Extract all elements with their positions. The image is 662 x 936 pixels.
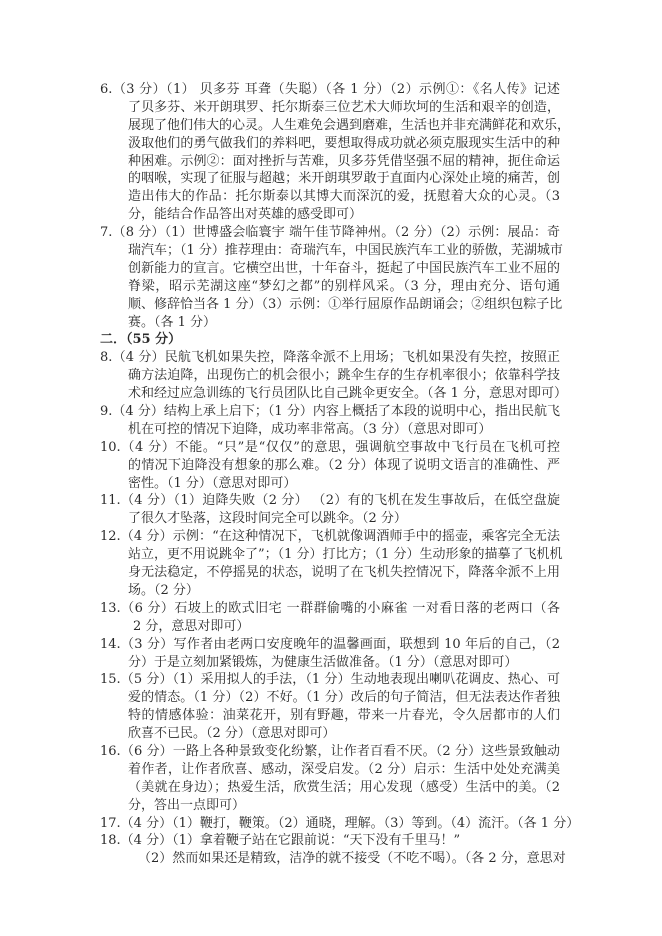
answer-line-first: 6.（3 分）（1） 贝多芬 耳聋（失聪）（各 1 分）（2）示例①：《名人传》记述: [100, 82, 560, 97]
answer-line: 展现了他们伟大的心灵。人生难免会遇到磨难，生活也并非充满鲜花和欢乐，: [128, 117, 571, 133]
answer-line: 分，能结合作品答出对英雄的感受即可）: [128, 207, 363, 223]
answer-line: 站立，更不用说跳伞了”；（1 分）打比方；（1 分）生动形象的描摹了飞机机: [128, 547, 563, 563]
answer-item: [100, 743, 560, 815]
answer-item: [100, 81, 571, 224]
answer-line: （美就在身边）；热爱生活，欣赏生活；用心发现（感受）生活中的美。（2: [128, 779, 560, 795]
answer-line: 脊梁，昭示芜湖这座“梦幻之都”的别样风采。（3 分，理由充分、语句通: [128, 278, 560, 294]
section-heading: [100, 331, 560, 349]
answer-item: [100, 671, 560, 743]
answer-line: 造出伟大的作品：托尔斯泰以其博大而深沉的爱，抚慰着大众的心灵。（3: [128, 189, 560, 205]
answer-line: 爱的情态。（1 分）（2）不好。（1 分）改后的句子简洁，但无法表达作者独: [128, 690, 560, 706]
answer-line: 的咽喉，实现了征服与超越；米开朗琪罗敢于直面内心深处止境的痛苦，创: [128, 171, 560, 187]
answer-line: 密性。（1 分）（意思对即可）: [128, 475, 297, 491]
answer-item: [100, 403, 560, 439]
answer-line: 场。（2 分）: [128, 582, 199, 598]
answer-item: [100, 636, 560, 672]
answer-item: [100, 528, 563, 600]
answer-line-first: 9.（4 分）结构上承上启下；（1 分）内容上概括了本段的说明中心，指出民航飞: [100, 404, 560, 420]
answer-item: [100, 600, 560, 636]
answer-line: 身无法稳定，不停摇晃的状态，说明了在飞机失控情况下，降落伞派不上用: [128, 565, 560, 581]
answer-line: 创新能力的宣言。它横空出世，十年奋斗，挺起了中国民族汽车工业不屈的: [128, 260, 560, 276]
answer-line-first: 15.（5 分）（1）采用拟人的手法，（1 分）生动地表现出喇叭花调皮、热心、可: [100, 672, 560, 688]
answer-line: （2）然而如果还是精致，洁净的就不接受（不吃不喝）。（各 2 分，意思对: [138, 851, 566, 867]
answer-line-first: 12.（4 分）示例：“在这种情况下，飞机就像调酒师手中的摇壶，乘客完全无法: [100, 529, 560, 545]
answer-item: [100, 492, 560, 528]
answer-line: 2 分，意思对即可）: [133, 618, 250, 634]
answer-line-first: 14.（3 分）写作者由老两口安度晚年的温馨画面，联想到 10 年后的自己，（2: [100, 636, 560, 652]
answer-line: 分，答出一点即可）: [128, 797, 246, 813]
answer-line: 了贝多芬、米开朗琪罗、托尔斯泰三位艺术大师坎坷的生活和艰辛的创造，: [128, 99, 560, 115]
answer-line-first: 18.（4 分）（1）拿着鞭子站在它跟前说：“天下没有千里马！”: [100, 833, 461, 849]
answer-line: 顺、修辞恰当各 1 分）（3）示例：①举行屈原作品朗诵会；②组织包粽子比: [128, 296, 563, 312]
answer-line: 种困难。示例②：面对挫折与苦难，贝多芬凭借坚强不屈的精神，扼住命运: [128, 153, 560, 169]
answer-line-first: 16.（6 分）一路上各种景致变化纷繁，让作者百看不厌。（2 分）这些景致触动: [100, 743, 560, 759]
answer-line-first: 8.（4 分）民航飞机如果失控，降落伞派不上用场；飞机如果没有失控，按照正: [100, 350, 560, 366]
answer-key-document: [100, 81, 580, 868]
answer-item: [100, 815, 580, 833]
answer-line: 的情况下迫降没有想象的那么难。（2 分）体现了说明文语言的准确性、严: [128, 457, 560, 473]
answer-line-first: 7.（8 分）（1）世博盛会临寰宇 端午佳节降神州。（2 分）（2）示例：展品：奇: [100, 225, 560, 241]
answer-line: 欣喜不已民。（2 分）（意思对即可）: [128, 726, 336, 742]
answer-item: [100, 832, 566, 868]
answer-item: [100, 349, 568, 403]
answer-line: 了很久才坠落，这段时间完全可以跳伞。（2 分）: [128, 511, 407, 527]
answer-line-first: 13.（6 分）石坡上的欧式旧宅 一群群偷嘴的小麻雀 一对看日落的老两口（各: [100, 600, 560, 616]
answer-line: 术和经过应急训练的飞行员团队比自己跳伞更安全。（各 1 分，意思对即可）: [128, 386, 568, 402]
answer-line: 汲取他们的勇气做我们的养料吧，要想取得成功就必须克服现实生活中的种: [128, 135, 560, 151]
answer-line-first: 17.（4 分）（1）鞭打，鞭策。（2）通晓，理解。（3）等到。（4）流汗。（各 1 分）: [100, 815, 580, 831]
answer-line: 特的情感体验：油菜花开，别有野趣，带来一片春光，令久居都市的人们: [128, 708, 560, 724]
answer-item: [100, 439, 560, 493]
answer-line: 机在可控的情况下迫降，成功率非常高。（3 分）（意思对即可）: [128, 421, 492, 437]
answer-line: 确方法迫降，出现伤亡的机会很小；跳伞生存的生存机率很小；依靠科学技: [128, 368, 560, 384]
answer-line: 分）于是立刻加紧锻炼，为健康生活做准备。（1 分）（意思对即可）: [128, 654, 518, 670]
answer-line: 赛。（各 1 分）: [128, 314, 217, 330]
answer-line-first: 10.（4 分）不能。“只”是“仅仅”的意思，强调航空事故中飞行员在飞机可控: [100, 439, 560, 455]
answer-line-first: 11.（4 分）（1）迫降失败（2 分） （2）有的飞机在发生事故后，在低空盘旋: [100, 493, 560, 509]
answer-line: 瑞汽车；（1 分）推荐理由：奇瑞汽车，中国民族汽车工业的骄傲，芜湖城市: [128, 243, 563, 259]
answer-line: 着作者，让作者欣喜、感动，深受启发。（2 分）启示：生活中处处充满美: [128, 761, 560, 777]
answer-item: [100, 224, 563, 331]
answer-line-first: 二．（55 分）: [100, 332, 182, 348]
